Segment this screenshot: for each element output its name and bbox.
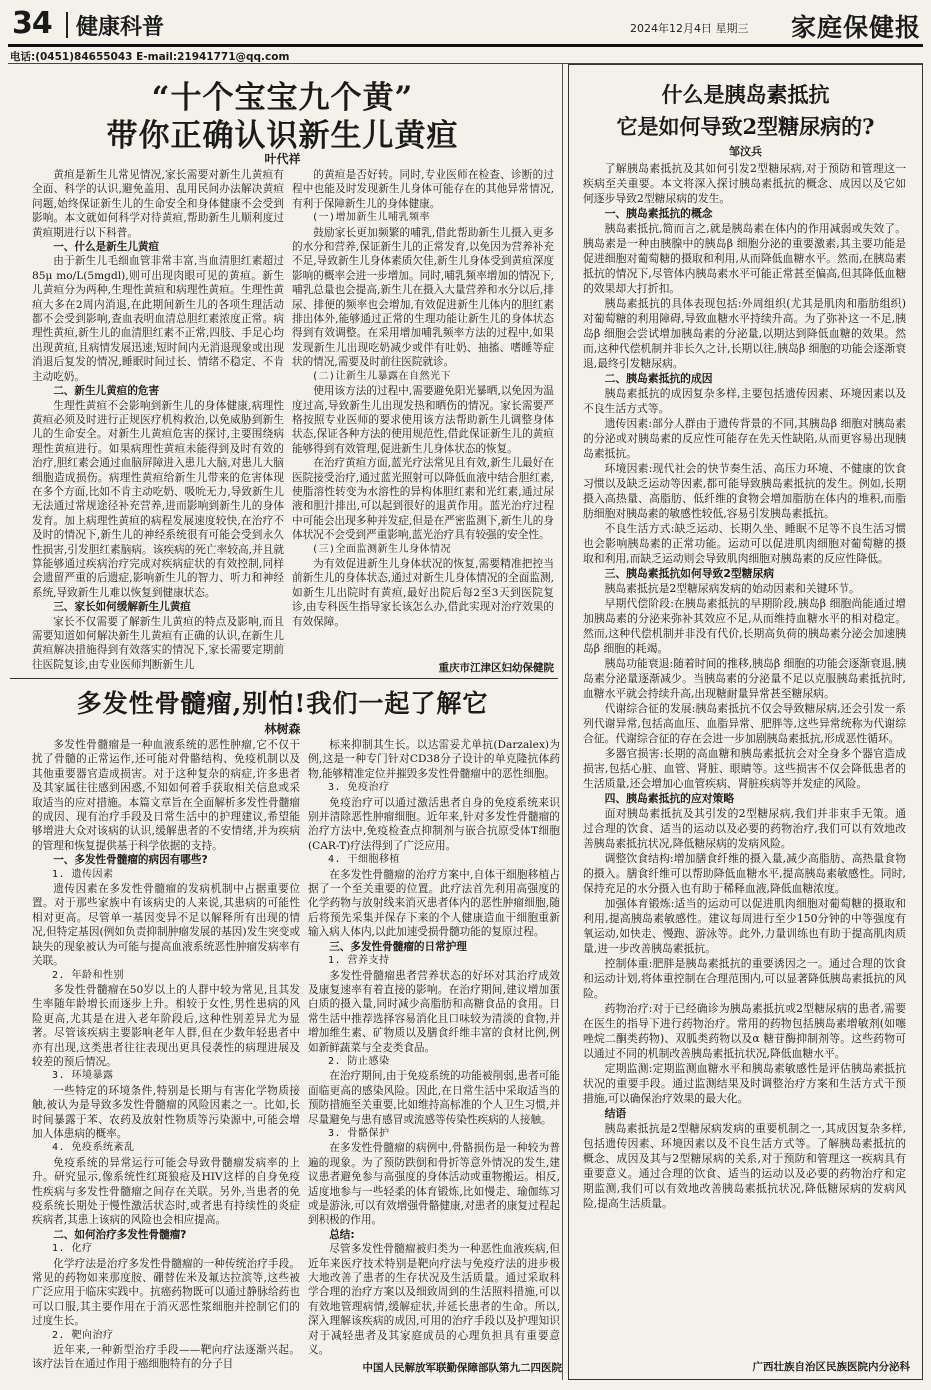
issue-date: 2024年12月4日 星期三 bbox=[630, 22, 749, 35]
paragraph: 控制体重:肥胖是胰岛素抵抗的重要诱因之一。通过合理的饮食和运动计划,将体重控制在合理范围内,可以显著降低胰岛素抵抗的风险。 bbox=[583, 957, 906, 1000]
paragraph: 化学疗法是治疗多发性骨髓瘤的一种传统治疗手段。常见的药物如来那度胺、硼替佐米及氟达拉滨等,这些被广泛应用于临床实践中。抗癌药物既可以通过静脉给药也可以口服,其主要作用在于消灭恶性浆细胞并控制它们的过度生长。 bbox=[32, 1257, 300, 1328]
article3-author: 邹汶兵 bbox=[729, 145, 762, 158]
paragraph: 药物治疗:对于已经确诊为胰岛素抵抗或2型糖尿病的患者,需要在医生的指导下进行药物治疗。常用的药物包括胰岛素增敏剂(如噻唑烷二酮类药物)、双胍类药物以及α 糖苷酶抑制剂等。这些药物可以通过不同的机制改善胰岛素抵抗状况,降低血糖水平。 bbox=[583, 1002, 906, 1060]
paragraph: 遗传因素在多发性骨髓瘤的发病机制中占据重要位置。对于那些家族中有该病史的人来说,其患病的可能性相对更高。尽管单一基因变异不足以解释所有出现的情况,但特定基因(例如负责抑制肿瘤发展的基因)发生突变或缺失的现象被认为可能与提高血液系统恶性肿瘤发病率有关联。 bbox=[32, 883, 300, 968]
paragraph: 调整饮食结构:增加膳食纤维的摄入量,减少高脂肪、高热量食物的摄入。膳食纤维可以帮助降低血糖水平,提高胰岛素敏感性。同时,保持充足的水分摄入也有助于稀释血液,降低血糖浓度。 bbox=[583, 852, 906, 895]
subheading: (二)让新生儿暴露在自然光下 bbox=[312, 370, 452, 382]
article1-author: 叶代祥 bbox=[264, 152, 301, 166]
subheading: 1. 遗传因素 bbox=[52, 868, 114, 880]
paragraph: 了解胰岛素抵抗及其如何引发2型糖尿病,对于预防和管理这一疾病至关重要。本文将深入探讨胰岛素抵抗的概念、成因以及它如何逐步导致2型糖尿病的发生。 bbox=[583, 162, 906, 205]
article1-affiliation: 重庆市江津区妇幼保健院 bbox=[438, 662, 554, 674]
paragraph: 不良生活方式:缺乏运动、长期久坐、睡眠不足等不良生活习惯也会影响胰岛素的正常功能。运动可以促进肌肉细胞对葡萄糖的摄取和利用,而缺乏运动则会导致肌肉细胞对胰岛素的反应性降低。 bbox=[583, 522, 906, 565]
paragraph: 在多发性骨髓瘤的病例中,骨骼损伤是一种较为普遍的现象。为了预防跌倒和骨折等意外情况的发生,建议患者避免参与高强度的身体活动或重物搬运。相反,适度地参与一些轻柔的体育锻炼,比如慢走、瑜伽练习或是游泳,可以有效增强骨骼健康,对患者的康复过程起到积极的作用。 bbox=[308, 1142, 560, 1227]
paragraph: 胰岛素抵抗的成因复杂多样,主要包括遗传因素、环境因素以及不良生活方式等。 bbox=[583, 387, 906, 415]
paragraph: 鼓励家长更加频繁的哺乳,借此帮助新生儿摄入更多的水分和营养,保证新生儿的正常发育,以免因为营养补充不足,导致新生儿身体素质欠佳,新生儿身体受到黄疸深度影响的概率会进一步增加。同时,哺乳频率增加的情况下,哺乳总量也会提高,新生儿在摄入大量营养和水分以后,排尿、排便的频率也会增加,有效促进新生儿体内的胆红素排出体外,能够通过正常的生理功能让新生儿的身体状态得到有效调整。在采用增加哺乳频率方法的过程中,如果发现新生儿出现吃奶减少或伴有吐奶、抽搐、嗜睡等症状的情况,需要及时前往医院就诊。 bbox=[292, 226, 554, 369]
subheading: 3. 环境暴露 bbox=[52, 1070, 114, 1082]
subheading: 4. 干细胞移植 bbox=[328, 854, 401, 866]
article1-title-line2: 带你正确认识新生儿黄疸 bbox=[106, 118, 459, 154]
subheading: 3. 骨骼保护 bbox=[328, 1127, 390, 1139]
paragraph: 免疫治疗可以通过激活患者自身的免疫系统来识别并清除恶性肿瘤细胞。近年来,针对多发性骨髓瘤的治疗方法中,免疫检查点抑制剂与嵌合抗原受体T细胞(CAR-T)疗法得到了广泛应用。 bbox=[308, 796, 560, 852]
subheading: 2. 防止感染 bbox=[328, 1055, 390, 1067]
subheading: 2. 靶向治疗 bbox=[52, 1329, 114, 1341]
subheading: 二、如何治疗多发性骨髓瘤? bbox=[53, 1228, 187, 1241]
paragraph: 由于新生儿毛细血管非常丰富,当血清胆红素超过85μ mo/L(5mgdl),则可出现肉眼可见的黄疸。新生儿黄疸分为两种,生理性黄疸和病理性黄疸。生理性黄疸大多在2周内消退,在此期间新生儿的各项生理活动都不会受到影响,查血表明血清总胆红素浓度正常。病理性黄疸,新生儿的血清胆红素不正常,四肢、手足心均出现黄疸,且病情发展迅速,短时间内无消退现象或出现消退后复发的情况,睡眠时间过长、情绪不稳定、不肯主动吃奶。 bbox=[32, 255, 284, 383]
subheading: 二、新生儿黄疸的危害 bbox=[53, 385, 160, 398]
column-divider bbox=[562, 64, 563, 1380]
newspaper-name: 家庭保健报 bbox=[790, 13, 921, 42]
paragraph: 生理性黄疸不会影响到新生儿的身体健康,病理性黄疸必须及时进行正规医疗机构救治,以免威胁到新生儿的生命安全。对新生儿黄疸危害的探讨,主要围绕病理性黄疸进行。如果病理性黄疸未能得到及时有效的治疗,胆红素会通过血脑屏障进入患儿大脑,对患儿大脑细胞造成损伤。病理性黄疸给新生儿带来的危害体现在多个方面,比如不肯主动吃奶、吸吮无力,导致新生儿无法通过常规途径补充营养,进而影响到新生儿的身体发育。加上病理性黄疸的病程发展速度较快,在治疗不及时的情况下,新生儿的神经系统很有可能会受到永久性损害,引发胆红素脑病。该疾病的死亡率较高,并且就算能够通过疾病治疗完成对疾病症状的有效控制,同样会遗留严重的后遗症,影响新生儿的智力、听力和神经系统,导致新生儿难以恢复到健康状态。 bbox=[32, 399, 284, 599]
subheading: 二、胰岛素抵抗的成因 bbox=[604, 372, 713, 385]
article2-author: 林树森 bbox=[264, 722, 301, 736]
paragraph: 家长不仅需要了解新生儿黄疸的特点及影响,而且需要知道如何解决新生儿黄疸有正确的认识,在新生儿黄疸解决措施得到有效落实的情况下,家长需要定期前往医院复诊,由专业医师判断新生儿 bbox=[32, 615, 284, 670]
article3-title-line2: 它是如何导致2型糖尿病的? bbox=[616, 114, 875, 139]
article2-column-2 bbox=[308, 738, 560, 1360]
paragraph: 定期监测:定期监测血糖水平和胰岛素敏感性是评估胰岛素抵抗状况的重要手段。通过监测结果及时调整治疗方案和生活方式干预措施,可以确保治疗效果的最大化。 bbox=[583, 1062, 906, 1105]
subheading: 2. 年龄和性别 bbox=[52, 969, 125, 981]
paragraph: 在多发性骨髓瘤的治疗方案中,自体干细胞移植占据了一个至关重要的位置。此疗法首先利用高强度的化学药物与放射线来消灭患者体内的恶性肿瘤细胞,随后将预先采集并保存下来的个人健康造血干细胞重新输入病人体内,以此加速受损骨髓功能的复原过程。 bbox=[308, 868, 560, 939]
subheading: 三、多发性骨髓瘤的日常护理 bbox=[329, 940, 467, 953]
paragraph: 多器官损害:长期的高血糖和胰岛素抵抗会对全身多个器官造成损害,包括心脏、血管、肾脏、眼睛等。这些损害不仅会降低患者的生活质量,还会增加心血管疾病、肾脏疾病等并发症的风险。 bbox=[583, 747, 906, 790]
article2-column-1 bbox=[32, 738, 300, 1378]
page-number: 34 bbox=[12, 6, 52, 41]
paragraph: 近年来,一种新型治疗手段——靶向疗法逐渐兴起。该疗法旨在通过作用于癌细胞特有的分子目 bbox=[32, 1344, 300, 1371]
article3-body bbox=[583, 161, 906, 1355]
paragraph: 多发性骨髓瘤在50岁以上的人群中较为常见,且其发生率随年龄增长而逐步上升。相较于女性,男性患病的风险更高,尤其是在进入老年阶段后,这种性别差异尤为显著。尽管该疾病主要影响老年人群,但在少数年轻患者中亦有出现,这类患者往往表现出更具侵袭性的病理进展及较差的预后情况。 bbox=[32, 983, 300, 1068]
subheading: 四、胰岛素抵抗的应对策略 bbox=[604, 792, 735, 805]
masthead bbox=[8, 6, 923, 44]
paragraph: 使用该方法的过程中,需要避免阳光暴晒,以免因为温度过高,导致新生儿出现发热和晒伤的情况。家长需要严格按照专业医师的要求使用该方法帮助新生儿调整身体状态,保证各种方法的使用规范性,借此保证新生儿的黄疸能够得到有效管理,促进新生儿身体状态的恢复。 bbox=[292, 385, 554, 455]
paragraph: 一些特定的环境条件,特别是长期与有害化学物质接触,被认为是导致多发性骨髓瘤的风险因素之一。比如,长时间暴露于苯、农药及放射性物质等污染源中,可能会增加人体患病的概率。 bbox=[32, 1084, 300, 1140]
subheading: 结语 bbox=[604, 1107, 627, 1120]
paragraph: 胰岛素抵抗的具体表现包括:外周组织(尤其是肌肉和脂肪组织)对葡萄糖的利用障碍,导致血糖水平持续升高。为了弥补这一不足,胰岛β 细胞会尝试增加胰岛素的分泌量,以期达到降低血糖的效果。然而,这种代偿机制并非长久之计,长期以往,胰岛β 细胞的功能会逐渐衰退,最终引发糖尿病。 bbox=[583, 297, 906, 370]
article1-column-1 bbox=[32, 168, 284, 670]
paragraph: 胰岛素抵抗是2型糖尿病发病的重要机制之一,其成因复杂多样,包括遗传因素、环境因素以及不良生活方式等。了解胰岛素抵抗的概念、成因及其与2型糖尿病的关系,对于预防和管理这一疾病具有重要意义。通过合理的饮食、适当的运动以及必要的药物治疗和定期监测,我们可以有效地改善胰岛素抵抗状况,降低糖尿病的发病风险,提高生活质量。 bbox=[583, 1122, 906, 1210]
paragraph: 在治疗黄疸方面,蓝光疗法常见且有效,新生儿最好在医院接受治疗,通过蓝光照射可以降低血液中结合胆红素,使脂溶性转变为水溶性的异构体胆红素和光红素,通过尿液和胆汁排出,可以起到很好的退黄作用。蓝光治疗过程中可能会出现多种并发症,但是在严密监测下,新生儿的身体状况不会受到严重影响,蓝光治疗具有较强的安全性。 bbox=[292, 457, 554, 542]
paragraph: 环境因素:现代社会的快节奏生活、高压力环境、不健康的饮食习惯以及缺乏运动等因素,都可能导致胰岛素抵抗的发生。例如,长期摄入高热量、高脂肪、低纤维的食物会增加脂肪在体内的堆积,而脂肪细胞对胰岛素的敏感性较低,容易引发胰岛素抵抗。 bbox=[583, 462, 906, 520]
subheading: 4. 免疫系统紊乱 bbox=[52, 1142, 135, 1154]
subheading: 1. 营养支持 bbox=[328, 955, 390, 967]
paragraph: 免疫系统的异常运行可能会导致骨髓瘤发病率的上升。研究显示,像系统性红斑狼疮及HIV这样的自身免疫性疾病与多发性骨髓瘤之间存在关联。另外,当患者的免疫系统长期处于慢性激活状态时,或者患有持续性的炎症疾病者,其患上该病的风险也会相应提高。 bbox=[32, 1156, 300, 1227]
article2-affiliation: 中国人民解放军联勤保障部队第九二四医院 bbox=[362, 1362, 562, 1374]
subheading: 三、家长如何缓解新生儿黄疸 bbox=[53, 601, 191, 614]
paragraph: 多发性骨髓瘤患者营养状态的好坏对其治疗成效及康复速率有着直接的影响。在治疗期间,建议增加蛋白质的摄入量,同时减少高脂肪和高糖食品的食用。日常生活中推荐选择容易消化且口味较为清淡的食物,并增加维生素、矿物质以及膳食纤维丰富的食材比例,例如新鲜蔬菜与全麦类食品。 bbox=[308, 969, 560, 1054]
masthead-divider bbox=[66, 12, 68, 38]
subheading: (一)增加新生儿哺乳频率 bbox=[312, 212, 431, 224]
paragraph: 遗传因素:部分人群由于遗传背景的不同,其胰岛β 细胞对胰岛素的分泌或对胰岛素的反应性可能存在先天性缺陷,从而更容易出现胰岛素抵抗。 bbox=[583, 417, 906, 460]
subheading: (三)全面监测新生儿身体情况 bbox=[312, 543, 452, 555]
article3-box bbox=[568, 64, 923, 1380]
paragraph: 加强体育锻炼:适当的运动可以促进肌肉细胞对葡萄糖的摄取和利用,提高胰岛素敏感性。建议每周进行至少150分钟的中等强度有氧运动,如快走、慢跑、游泳等。此外,力量训练也有助于提高肌肉质量,进一步改善胰岛素抵抗。 bbox=[583, 897, 906, 955]
header-rule bbox=[8, 44, 923, 47]
contact-line: 电话:(0451)84655043 E-mail:21941771@qq.com bbox=[10, 51, 290, 63]
subheading: 三、胰岛素抵抗如何导致2型糖尿病 bbox=[604, 567, 775, 580]
paragraph: 的黄疸是否好转。同时,专业医师在检查、诊断的过程中也能及时发现新生儿身体可能存在的其他异常情况,有利于保障新生儿的身体健康。 bbox=[292, 169, 554, 210]
section-name: 健康科普 bbox=[76, 14, 165, 40]
paragraph: 胰岛素抵抗,简而言之,就是胰岛素在体内的作用减弱或失效了。 胰岛素是一种由胰腺中的胰岛β 细胞分泌的重要激素,其主要功能是促进细胞对葡萄糖的摄取和利用,从而降低血糖水平。然而,在胰岛素抵抗的情况下,尽管体内胰岛素水平可能正常甚至偏高,但其降低血糖的效果却大打折扣。 bbox=[583, 222, 906, 295]
paragraph: 为有效促进新生儿身体状况的恢复,需要精准把控当前新生儿的身体状态,通过对新生儿身体情况的全面监测,如新生儿出院时有黄疸,最好出院后每2至3天到医院复诊,由专科医生指导家长该怎么办,借此实现对治疗效果的有效保障。 bbox=[292, 557, 554, 628]
paragraph: 标来抑制其生长。以达雷妥尤单抗(Darzalex)为例,这是一种专门针对CD38分子设计的单克隆抗体药物,能够精准定位并摧毁多发性骨髓瘤中的恶性细胞。 bbox=[308, 739, 560, 780]
subheading: 总结: bbox=[329, 1228, 355, 1241]
article-separator bbox=[10, 678, 558, 679]
article3-affiliation: 广西壮族自治区民族医院内分泌科 bbox=[752, 1361, 910, 1373]
paragraph: 面对胰岛素抵抗及其引发的2型糖尿病,我们并非束手无策。通过合理的饮食、适当的运动以及必要的药物治疗,我们可以有效地改善胰岛素抵抗状况,降低糖尿病的发病风险。 bbox=[583, 807, 906, 850]
paragraph: 多发性骨髓瘤是一种血液系统的恶性肿瘤,它不仅干扰了骨髓的正常运作,还可能对骨骼结构、免疫机制以及其他重要器官造成损害。对于这种复杂的病症,许多患者及其家属往往感到困惑,不知如何着手获取相关信息或采取适当的应对措施。本篇文章旨在全面解析多发性骨髓瘤的成因、现有治疗手段及日常生活中的护理建议,希望能够增进大众对该病的认识,缓解患者的不安情绪,并为疾病的管理和恢复提供基于科学依据的支持。 bbox=[32, 739, 300, 852]
paragraph: 在治疗期间,由于免疫系统的功能被削弱,患者可能面临更高的感染风险。因此,在日常生活中采取适当的预防措施至关重要,比如维持高标准的个人卫生习惯,并尽量避免与患有感冒或流感等传染性疾病的人接触。 bbox=[308, 1070, 560, 1126]
subheading: 1. 化疗 bbox=[52, 1243, 93, 1255]
paragraph: 尽管多发性骨髓瘤被归类为一种恶性血液疾病,但近年来医疗技术特别是靶向疗法与免疫疗法的进步极大地改善了患者的生存状况及生活质量。通过采取科学合理的治疗方案以及细致周到的生活照料措施,可以有效地管理病情,缓解症状,并延长患者的生命。所以,深入理解该疾病的成因,可用的治疗手段以及护理知识对于减轻患者及其家庭成员的心理负担具有重要意义。 bbox=[308, 1243, 560, 1357]
paragraph: 黄疸是新生儿常见情况,家长需要对新生儿黄疸有全面、科学的认识,避免盖用、乱用民间办法解决黄疸问题,始终保证新生儿的生命安全和身体健康不会受到影响。本文就如何科学对待黄疸,帮助新生儿顺利度过黄疸期进行以下科普。 bbox=[32, 169, 284, 239]
paragraph: 早期代偿阶段:在胰岛素抵抗的早期阶段,胰岛β 细胞尚能通过增加胰岛素的分泌来弥补其效应不足,从而维持血糖水平的相对稳定。然而,这种代偿机制并非没有代价,长期高负荷的胰岛素分泌会加速胰岛β 细胞的耗竭。 bbox=[583, 597, 906, 655]
article1-title-line1: “十个宝宝九个黄” bbox=[151, 80, 414, 116]
subheading: 一、多发性骨髓瘤的病因有哪些? bbox=[53, 854, 208, 867]
paragraph: 胰岛素抵抗是2型糖尿病发病的始动因素和关键环节。 bbox=[604, 582, 860, 595]
paragraph: 代谢综合征的发展:胰岛素抵抗不仅会导致糖尿病,还会引发一系列代谢异常,包括高血压、血脂异常、肥胖等,这些异常统称为代谢综合征。代谢综合征的存在会进一步加剧胰岛素抵抗,形成恶性循环。 bbox=[583, 702, 906, 745]
paragraph: 胰岛功能衰退:随着时间的推移,胰岛β 细胞的功能会逐渐衰退,胰岛素分泌量逐渐减少。当胰岛素的分泌量不足以克服胰岛素抵抗时,血糖水平就会持续升高,出现糖耐量异常甚至糖尿病。 bbox=[583, 657, 906, 700]
article3-title-line1: 什么是胰岛素抵抗 bbox=[661, 82, 830, 107]
article2-title: 多发性骨髓瘤,别怕!我们一起了解它 bbox=[76, 689, 489, 718]
article1-column-2 bbox=[292, 168, 554, 670]
subheading: 3. 免疫治疗 bbox=[328, 782, 390, 794]
subheading: 一、什么是新生儿黄疸 bbox=[53, 241, 160, 254]
subheading: 一、胰岛素抵抗的概念 bbox=[604, 207, 713, 220]
